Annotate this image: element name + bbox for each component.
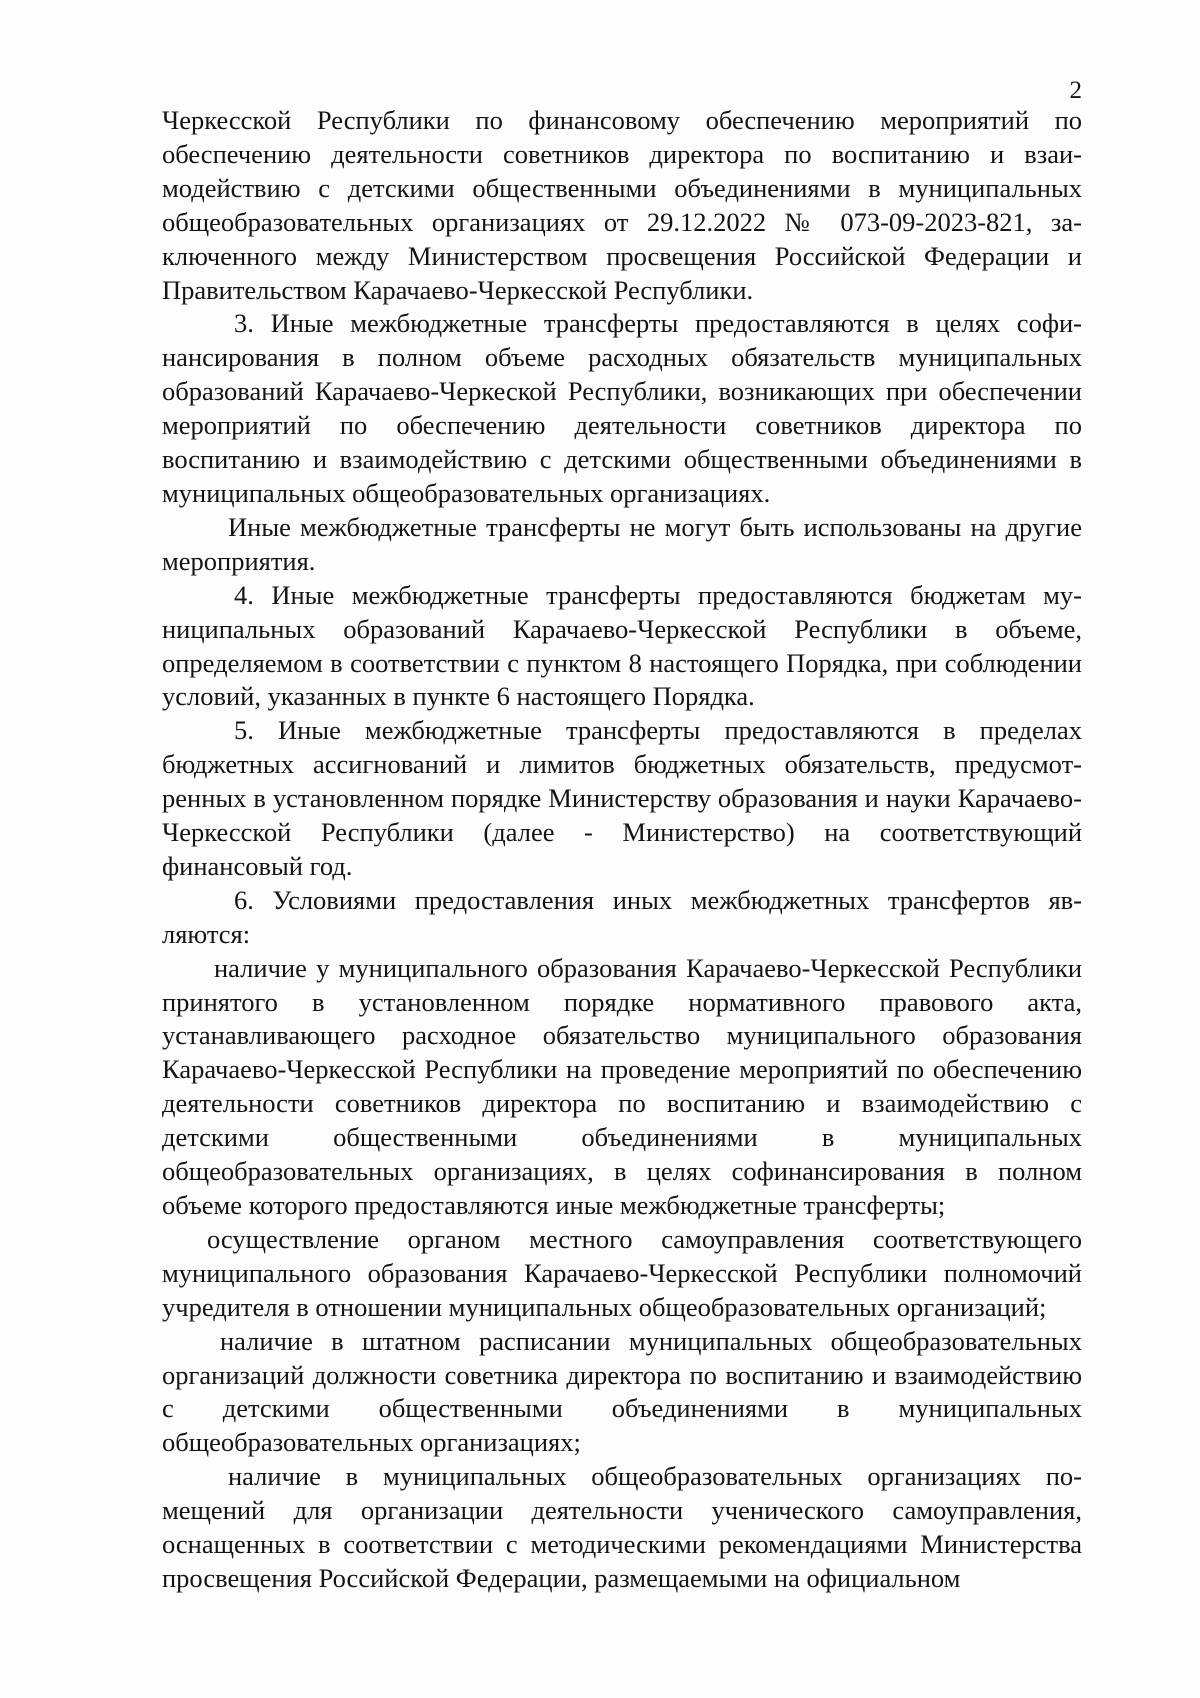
paragraph-item-6: 6. Условиями предоставления иных межбюджетных трансфертов являются: [162,884,1082,949]
document-body [162,104,1082,1596]
paragraph-item-4: 4. Иные межбюджетные трансферты предоставляются бюджетам муниципальных образований Карачаево-Черкесской Республики в объеме, определяемом в соответствии с пунктом 8 настоящего Порядка, при соблюдении условий, указанных в пункте 6 настоящего Порядка. [162,579,1082,712]
paragraph-condition-founder: осуществление органом местного самоуправления соответствующего муниципального образования Карачаево-Черкесской Республики полномочий учредителя в отношении муниципальных общеобразовательных организаций; [162,1223,1082,1322]
page-number: 2 [1069,77,1082,104]
paragraph-condition-legal-act: наличие у муниципального образования Карачаево-Черкесской Республики принятого в установленном порядке нормативного правового акта, устанавливающего расходное обязательство муниципального образования Карачаево-Черкесской Республики на проведение мероприятий по обеспечению деятельности советников директора по воспитанию и взаимодействию с детскими общественными объединениями в муниципальных общеобразовательных организациях, в целях софинансирования в полном объеме которого предоставляются иные межбюджетные трансферты; [162,952,1082,1220]
paragraph-transfers-restriction: Иные межбюджетные трансферты не могут быть использованы на другие мероприятия. [162,511,1082,576]
paragraph-condition-premises: наличие в муниципальных общеобразовательных организациях помещений для организации деятельности ученического самоуправления, оснащенных в соответствии с методическими рекомендациями Министерства просвещения Российской Федерации, размещаемыми на официальном [162,1461,1082,1593]
paragraph-item-3: 3. Иные межбюджетные трансферты предоставляются в целях софинансирования в полном объеме расходных обязательств муниципальных образований Карачаево-Черкеской Республики, возникающих при обеспечении мероприятий по обеспечению деятельности советников директора по воспитанию и взаимодействию с детскими общественными объединениями в муниципальных общеобразовательных организациях. [162,308,1082,508]
paragraph-condition-staff: наличие в штатном расписании муниципальных общеобразовательных организаций должности советника директора по воспитанию и взаимодействию с детскими общественными объединениями в муниципальных общеобразовательных организациях; [162,1325,1082,1458]
paragraph-continuation: Черкесской Республики по финансовому обеспечению мероприятий по обеспечению деятельности советников директора по воспитанию и взаимодействию с детскими общественными объединениями в муниципальных общеобразовательных организациях от 29.12.2022 № 073-09-2023-821, заключенного между Министерством просвещения Российской Федерации и Правительством Карачаево-Черкесской Республики. [162,105,1082,305]
paragraph-item-5: 5. Иные межбюджетные трансферты предоставляются в пределах бюджетных ассигнований и лимитов бюджетных обязательств, предусмотренных в установленном порядке Министерству образования и науки Карачаево-Черкесской Республики (далее - Министерство) на соответствующий финансовый год. [162,715,1082,881]
